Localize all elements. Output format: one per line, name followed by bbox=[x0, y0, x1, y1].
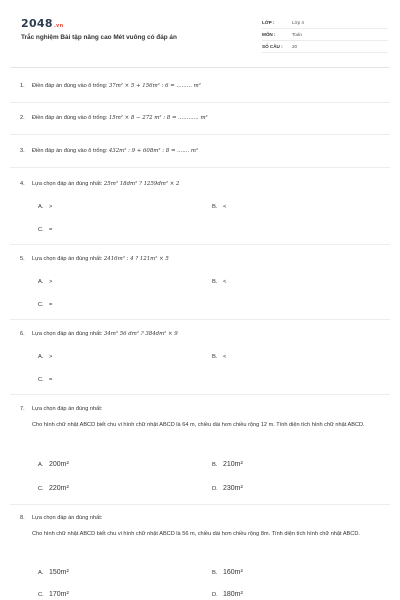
option-b[interactable] bbox=[212, 354, 226, 360]
option-label: C. bbox=[38, 486, 44, 492]
question-number: 8. bbox=[20, 515, 25, 521]
option-c[interactable] bbox=[38, 302, 52, 308]
divider bbox=[10, 167, 390, 168]
option-label: A. bbox=[38, 204, 44, 210]
question-text: Lựa chọn đáp án đúng nhất: bbox=[32, 331, 103, 337]
option-d[interactable] bbox=[212, 591, 243, 598]
document-header bbox=[10, 12, 390, 68]
option-a[interactable] bbox=[38, 569, 69, 576]
option-value: = bbox=[49, 302, 53, 308]
option-b[interactable] bbox=[212, 204, 226, 210]
question-7 bbox=[20, 405, 380, 430]
question-expression: 25m² 18dm² ? 1259dm² × 2 bbox=[103, 181, 180, 187]
meta-table bbox=[262, 17, 388, 53]
option-value: < bbox=[223, 204, 227, 210]
option-value: 160m² bbox=[223, 569, 243, 576]
option-a[interactable] bbox=[38, 204, 52, 210]
option-label: C. bbox=[38, 377, 44, 383]
question-5 bbox=[20, 255, 380, 263]
option-value: > bbox=[49, 354, 53, 360]
option-value: 200m² bbox=[49, 461, 69, 468]
option-label: B. bbox=[212, 462, 218, 468]
meta-value: Toán bbox=[292, 32, 302, 37]
meta-key: LỚP : bbox=[262, 20, 275, 25]
option-label: A. bbox=[38, 570, 44, 576]
option-label: A. bbox=[38, 354, 44, 360]
logo-text: 2048 bbox=[21, 17, 53, 30]
option-c[interactable] bbox=[38, 227, 52, 233]
option-b[interactable] bbox=[212, 569, 243, 576]
option-b[interactable] bbox=[212, 461, 243, 468]
option-value: = bbox=[49, 377, 53, 383]
option-value: 210m² bbox=[223, 461, 243, 468]
option-value: > bbox=[49, 279, 53, 285]
question-2 bbox=[20, 114, 380, 122]
option-value: < bbox=[223, 279, 227, 285]
option-label: B. bbox=[212, 354, 218, 360]
divider bbox=[10, 134, 390, 135]
question-text: Lựa chọn đáp án đúng nhất: bbox=[32, 406, 103, 412]
question-number: 6. bbox=[20, 331, 25, 337]
option-label: B. bbox=[212, 570, 218, 576]
question-number: 3. bbox=[20, 148, 25, 154]
question-text: Lựa chọn đáp án đúng nhất: bbox=[32, 515, 103, 521]
option-a[interactable] bbox=[38, 461, 69, 468]
question-number: 4. bbox=[20, 181, 25, 187]
site-logo[interactable] bbox=[21, 17, 63, 30]
option-label: C. bbox=[38, 227, 44, 233]
question-expression: 432m² : 9 + 608m² : 8 = ....... m² bbox=[108, 148, 199, 154]
question-number: 2. bbox=[20, 115, 25, 121]
option-c[interactable] bbox=[38, 485, 69, 492]
option-value: 230m² bbox=[223, 485, 243, 492]
option-value: > bbox=[49, 204, 53, 210]
question-3 bbox=[20, 147, 380, 155]
document-title: Trắc nghiệm Bài tập nâng cao Mét vuông có đáp án bbox=[21, 34, 177, 41]
option-value: < bbox=[223, 354, 227, 360]
question-8 bbox=[20, 514, 380, 539]
meta-key: MÔN : bbox=[262, 32, 276, 37]
option-b[interactable] bbox=[212, 279, 226, 285]
question-6 bbox=[20, 330, 380, 338]
option-c[interactable] bbox=[38, 377, 52, 383]
meta-row-class bbox=[262, 17, 388, 29]
question-text: Lựa chọn đáp án đúng nhất: bbox=[32, 181, 103, 187]
question-4 bbox=[20, 180, 380, 188]
question-body: Cho hình chữ nhật ABCD biết chu vi hình chữ nhật ABCD là 64 m, chiều dài hơn chiều rộng 12 m. Tính diện tích hình chữ nhật ABCD. bbox=[32, 422, 365, 428]
option-label: A. bbox=[38, 279, 44, 285]
logo-suffix: .vn bbox=[53, 23, 64, 29]
meta-key: SỐ CÂU : bbox=[262, 44, 283, 49]
option-value: = bbox=[49, 227, 53, 233]
question-expression: 2416m² : 4 ? 121m² × 5 bbox=[103, 256, 169, 262]
question-1 bbox=[20, 82, 380, 90]
option-value: 170m² bbox=[49, 591, 69, 598]
question-text: Điền đáp án đúng vào ô trống: bbox=[32, 83, 108, 89]
divider bbox=[10, 504, 390, 505]
divider bbox=[10, 102, 390, 103]
divider bbox=[10, 394, 390, 395]
meta-row-count bbox=[262, 41, 388, 53]
option-value: 220m² bbox=[49, 485, 69, 492]
question-number: 7. bbox=[20, 406, 25, 412]
divider bbox=[10, 319, 390, 320]
option-a[interactable] bbox=[38, 354, 52, 360]
option-label: C. bbox=[38, 302, 44, 308]
question-expression: 34m² 56 dm² ? 384dm² × 9 bbox=[103, 331, 178, 337]
meta-value: 20 bbox=[292, 44, 298, 49]
question-expression: 37m² × 5 + 156m² : 6 = ......... m² bbox=[108, 83, 201, 89]
question-text: Điền đáp án đúng vào ô trống: bbox=[32, 148, 108, 154]
option-label: D. bbox=[212, 486, 218, 492]
question-number: 1. bbox=[20, 83, 25, 89]
option-value: 150m² bbox=[49, 569, 69, 576]
divider bbox=[10, 244, 390, 245]
question-body: Cho hình chữ nhật ABCD biết chu vi hình chữ nhật ABCD là 56 m, chiều dài hơn chiều rộng 8m. Tính diện tích hình chữ nhật ABCD. bbox=[32, 531, 360, 537]
question-text: Lựa chọn đáp án đúng nhất: bbox=[32, 256, 103, 262]
option-label: B. bbox=[212, 279, 218, 285]
option-d[interactable] bbox=[212, 485, 243, 492]
option-label: D. bbox=[212, 592, 218, 598]
option-a[interactable] bbox=[38, 279, 52, 285]
question-text: Điền đáp án đúng vào ô trống: bbox=[32, 115, 108, 121]
question-number: 5. bbox=[20, 256, 25, 262]
option-label: B. bbox=[212, 204, 218, 210]
option-label: A. bbox=[38, 462, 44, 468]
question-expression: 15m² × 8 − 272 m² : 8 = ............ m² bbox=[108, 115, 208, 121]
option-value: 180m² bbox=[223, 591, 243, 598]
option-label: C. bbox=[38, 592, 44, 598]
option-c[interactable] bbox=[38, 591, 69, 598]
meta-row-subject bbox=[262, 29, 388, 41]
meta-value: Lớp 4 bbox=[292, 20, 304, 25]
